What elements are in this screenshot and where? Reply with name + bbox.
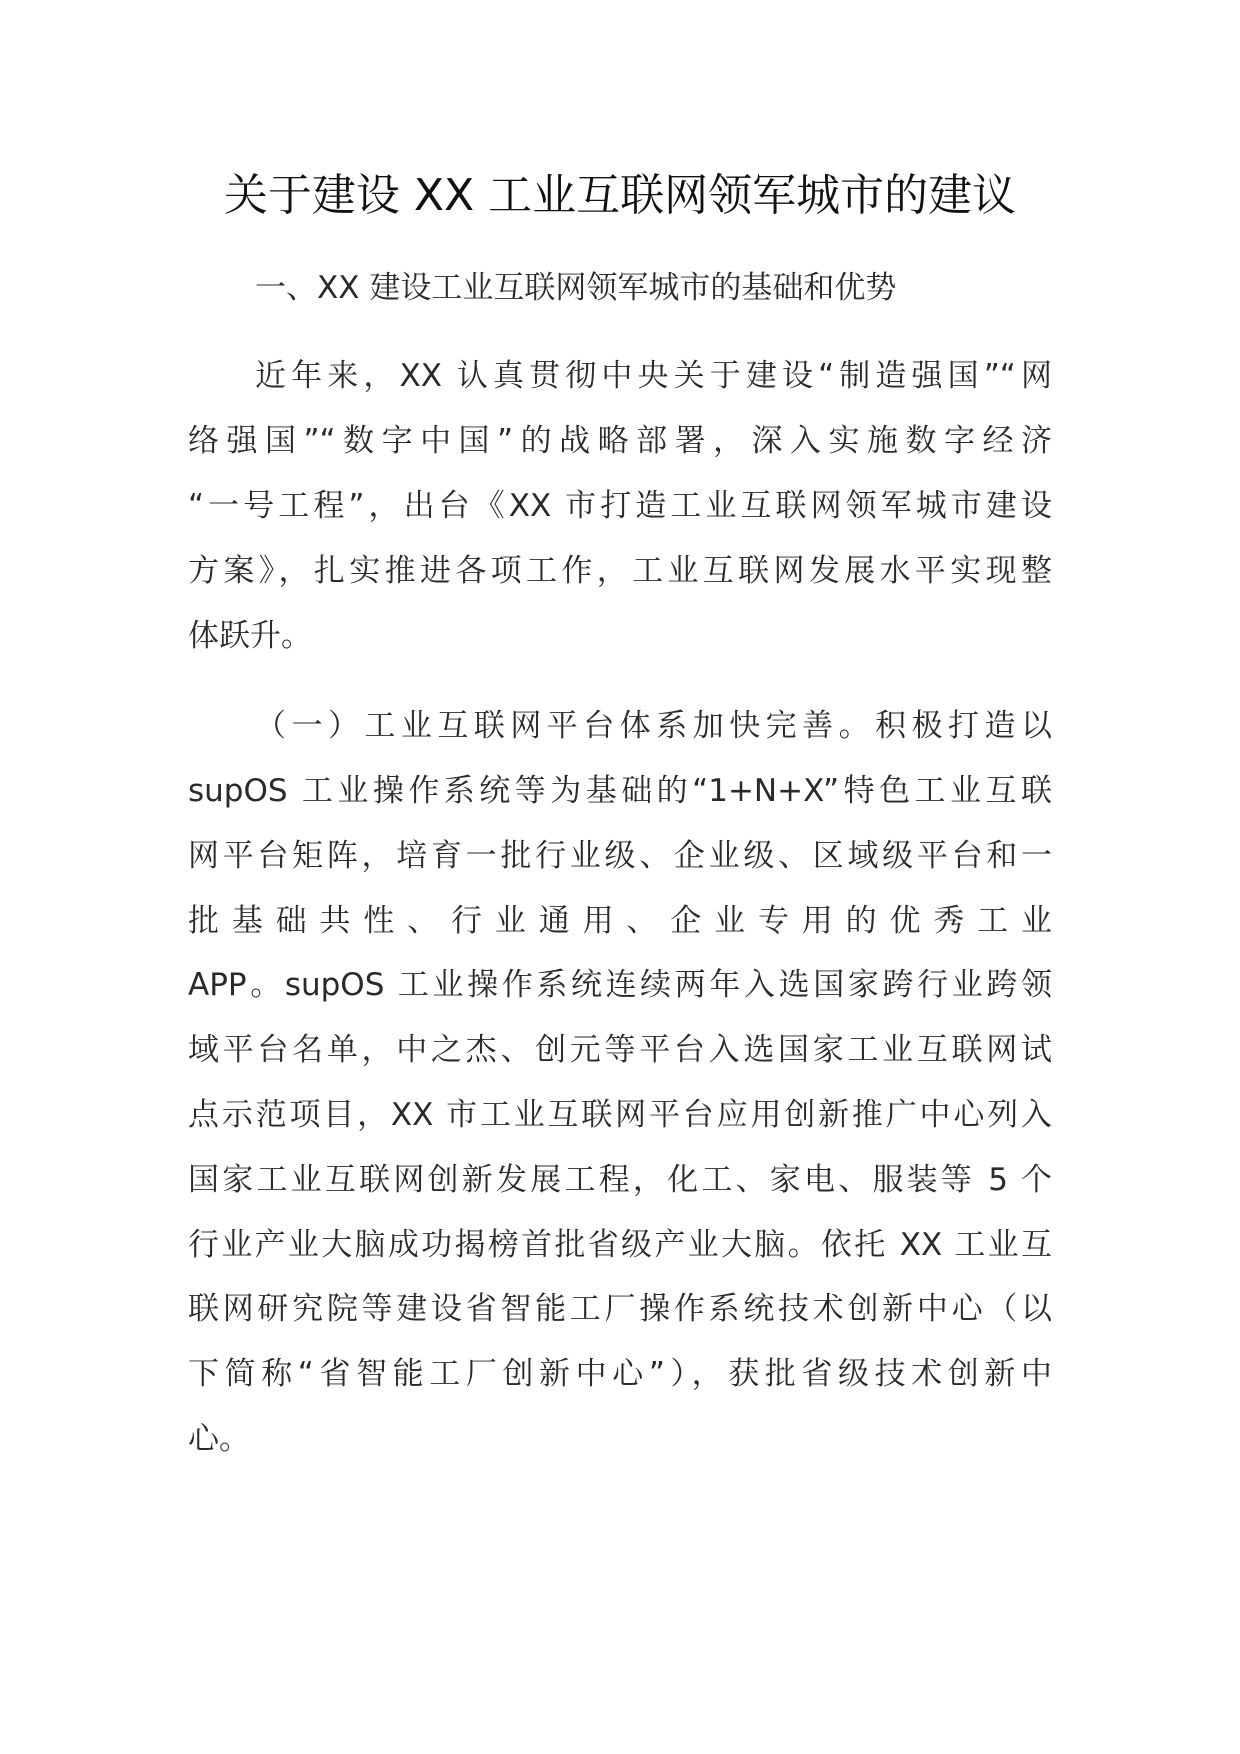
text-line: 网平台矩阵，培育一批行业级、企业级、区域级平台和一: [188, 838, 1052, 874]
text-line: 络强国”“数字中国”的战略部署，深入实施数字经济: [188, 423, 1052, 459]
text-line: 国家工业互联网创新发展工程，化工、家电、服装等 5 个: [188, 1162, 1052, 1198]
text-line: 下简称“省智能工厂创新中心”），获批省级技术创新中: [188, 1356, 1052, 1392]
text-line: 域平台名单，中之杰、创元等平台入选国家工业互联网试: [188, 1032, 1052, 1068]
text-line: 点示范项目，XX 市工业互联网平台应用创新推广中心列入: [188, 1097, 1052, 1133]
text-line: 心。: [188, 1421, 250, 1457]
section-heading: 一、XX 建设工业互联网领军城市的基础和优势: [255, 270, 897, 306]
text-line: 行业产业大脑成功揭榜首批省级产业大脑。依托 XX 工业互: [188, 1227, 1052, 1263]
text-line: 体跃升。: [188, 618, 312, 654]
text-line: 方案》，扎实推进各项工作，工业互联网发展水平实现整: [188, 553, 1052, 589]
text-line: 联网研究院等建设省智能工厂操作系统技术创新中心（以: [188, 1291, 1052, 1327]
text-line: （一）工业互联网平台体系加快完善。积极打造以: [255, 708, 1052, 744]
text-line: 近年来，XX 认真贯彻中央关于建设“制造强国”“网: [255, 358, 1052, 394]
text-line: supOS 工业操作系统等为基础的“1+N+X”特色工业互联: [188, 773, 1052, 809]
text-line: “一号工程”，出台《XX 市打造工业互联网领军城市建设: [188, 488, 1052, 524]
text-line: APP。supOS 工业操作系统连续两年入选国家跨行业跨领: [188, 967, 1052, 1003]
document-title: 关于建设 XX 工业互联网领军城市的建议: [223, 170, 1017, 221]
text-line: 批基础共性、行业通用、企业专用的优秀工业: [188, 903, 1052, 939]
